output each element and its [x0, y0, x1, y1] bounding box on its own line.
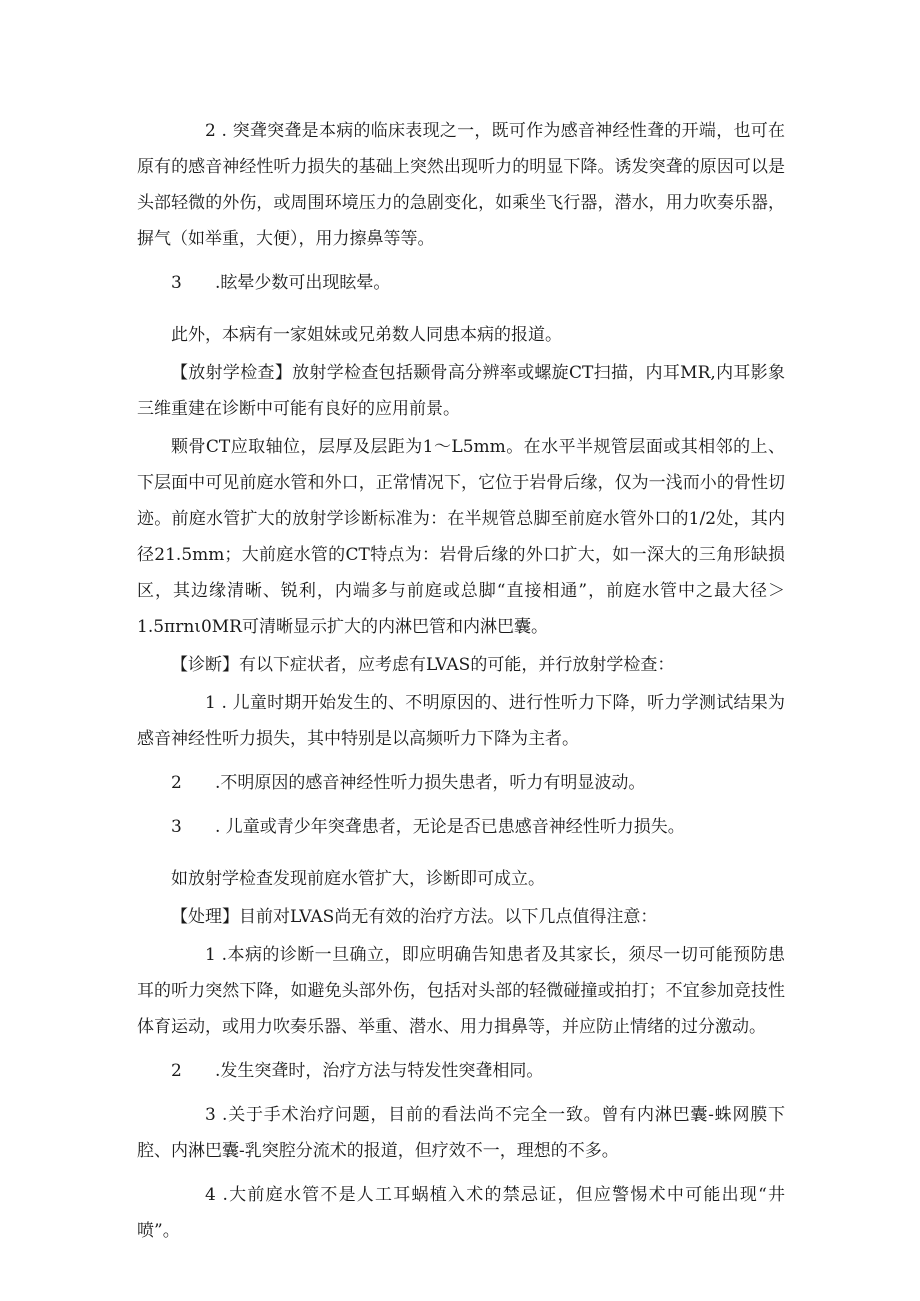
paragraph-text: .眩晕少数可出现眩晕。: [215, 273, 391, 293]
list-number: 1: [205, 693, 216, 713]
list-number: 3: [205, 1105, 216, 1125]
paragraph-treatment-item-4: [137, 1177, 785, 1249]
list-number: 4: [205, 1185, 216, 1205]
paragraph-treatment-heading: [137, 899, 785, 935]
list-number: 3: [171, 273, 182, 293]
list-number: 2: [205, 121, 216, 141]
paragraph-text: .本病的诊断一旦确立，即应明确告知患者及其家长，须尽一切可能预防患耳的听力突然下降，如避免头部外伤，包括对头部的轻微碰撞或拍打；不宜参加竞技性体育运动，或用力吹奏乐器、举重、潜水、用力揖鼻等，并应防止情绪的过分激动。: [137, 945, 785, 1037]
paragraph-text: . 儿童或青少年突聋患者，无论是否已患感音神经性听力损失。: [215, 817, 685, 837]
paragraph-text: .大前庭水管不是人工耳蜗植入术的禁忌证，但应警惕术中可能出现“井喷”。: [137, 1185, 786, 1241]
list-number: 1: [205, 945, 216, 965]
document-body: [137, 113, 785, 1249]
paragraph-text: .发生突聋时，治疗方法与特发性突聋相同。: [215, 1061, 544, 1081]
list-number: 3: [171, 817, 182, 837]
paragraph-text: .不明原因的感音神经性听力损失患者，听力有明显波动。: [215, 773, 646, 793]
paragraph-radiology-heading: [137, 355, 785, 427]
paragraph-text: 颗骨CT应取轴位，层厚及层距为1～L5mm。在水平半规管层面或其相邻的上、下层面中可见前庭水管和外口，正常情况下，它位于岩骨后缘，仅为一浅而小的骨性切迹。前庭水管扩大的放射学诊断标准为：在半规管总脚至前庭水管外口的1/2处，其内径21.5mm；大前庭水管的CT特点为：岩骨后缘的外口扩大，如一深大的三角形缺损区，其边缘清晰、锐利，内端多与前庭或总脚“直接相通”，前庭水管中之最大径＞1.5πrnι0MR可清晰显示扩大的内淋巴管和内淋巴囊。: [137, 437, 785, 637]
paragraph-treatment-item-1: [137, 937, 785, 1045]
paragraph-text: 【诊断】有以下症状者，应考虑有LVAS的可能，并行放射学检查：: [171, 655, 675, 675]
paragraph-diagnosis-item-2: [137, 765, 785, 801]
paragraph-ct-criteria: [137, 429, 785, 645]
paragraph-treatment-item-2: [137, 1053, 785, 1089]
paragraph-family-reports: [137, 317, 785, 353]
paragraph-vertigo: [137, 265, 785, 301]
paragraph-text: . 突聋突聋是本病的临床表现之一，既可作为感音神经性聋的开端，也可在原有的感音神经性听力损失的基础上突然出现听力的明显下降。诱发突聋的原因可以是头部轻微的外伤，或周围环境压力的急剧变化，如乘坐飞行器，潜水，用力吹奏乐器，摒气（如举重，大便），用力擦鼻等等。: [137, 121, 786, 249]
paragraph-text: 【放射学检查】放射学检查包括颞骨高分辨率或螺旋CT扫描，内耳MR,内耳影象三维重建在诊断中可能有良好的应用前景。: [137, 363, 785, 419]
paragraph-text: 【处理】目前对LVAS尚无有效的治疗方法。以下几点值得注意：: [171, 907, 658, 927]
paragraph-text: 如放射学检查发现前庭水管扩大，诊断即可成立。: [171, 869, 545, 889]
paragraph-text: 此外，本病有一家姐妹或兄弟数人同患本病的报道。: [171, 325, 562, 345]
paragraph-diagnosis-conclusion: [137, 861, 785, 897]
paragraph-treatment-item-3: [137, 1097, 785, 1169]
paragraph-diagnosis-item-1: [137, 685, 785, 757]
list-number: 2: [171, 1061, 182, 1081]
list-number: 2: [171, 773, 182, 793]
paragraph-text: .关于手术治疗问题，目前的看法尚不完全一致。曾有内淋巴囊-蛛网膜下腔、内淋巴囊-乳突腔分流术的报道，但疗效不一，理想的不多。: [137, 1105, 785, 1161]
paragraph-sudden-deafness: [137, 113, 785, 257]
paragraph-diagnosis-heading: [137, 647, 785, 683]
paragraph-text: . 儿童时期开始发生的、不明原因的、进行性听力下降，听力学测试结果为感音神经性听力损失，其中特别是以高频听力下降为主者。: [137, 693, 786, 749]
paragraph-diagnosis-item-3: [137, 809, 785, 845]
